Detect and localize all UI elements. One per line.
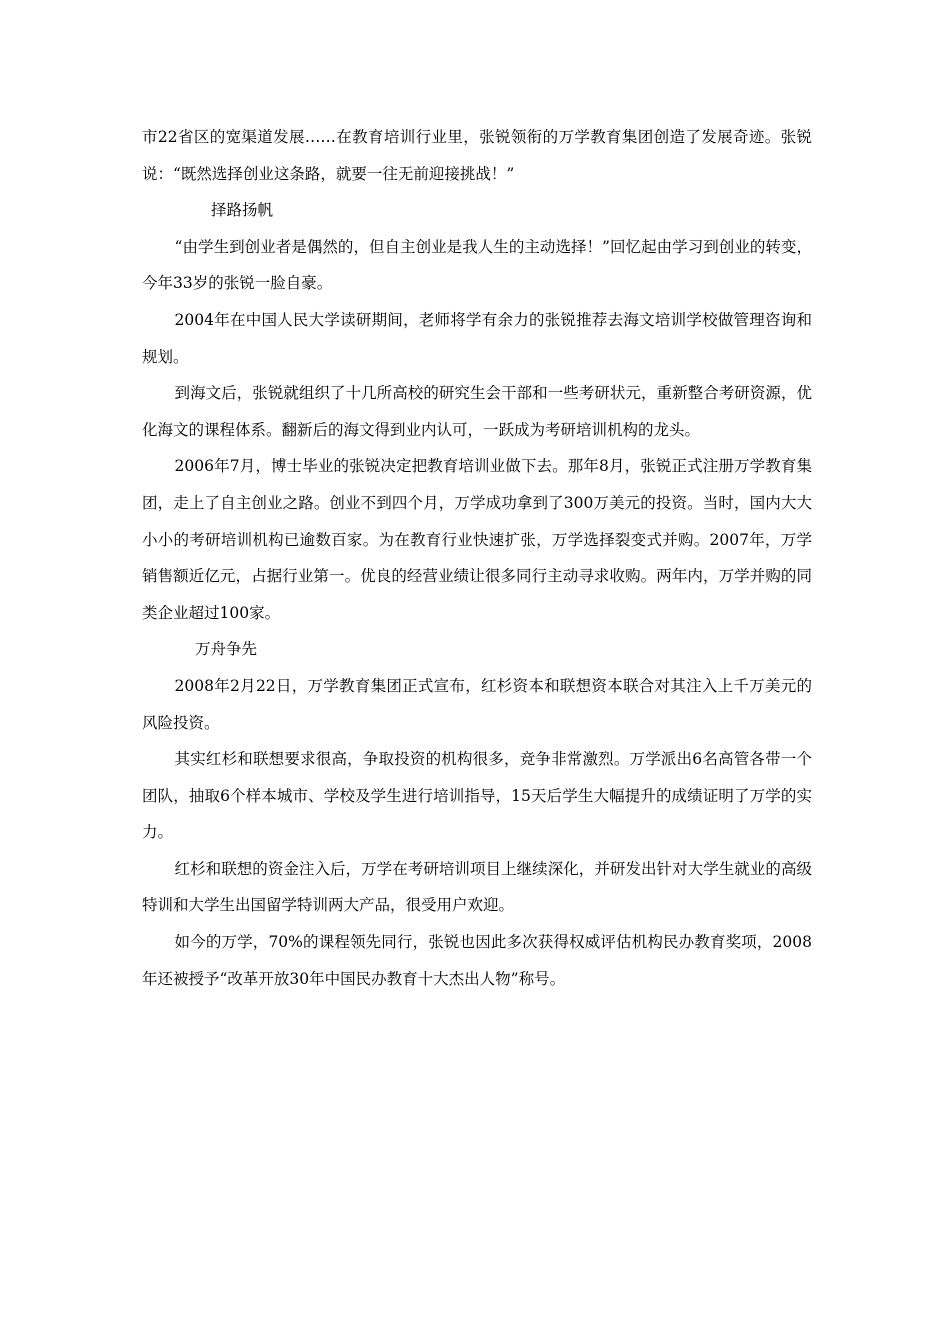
section-heading-wan-zhou-zheng-xian: 万舟争先 (195, 640, 258, 659)
section-heading-ze-lu-yang-fan: 择路扬帆 (211, 201, 274, 220)
paragraph-intro: 市22省区的宽渠道发展……在教育培训行业里，张锐领衔的万学教育集团创造了发展奇迹。张锐说：“既然选择创业这条路，就要一往无前迎接挑战！” (142, 128, 812, 183)
paragraph: 其实红杉和联想要求很高，争取投资的机构很多，竞争非常激烈。万学派出6名高管各带一个团队，抽取6个样本城市、学校及学生进行培训指导，15天后学生大幅提升的成绩证明了万学的实力。 (142, 750, 812, 842)
paragraph: 如今的万学，70%的课程领先同行，张锐也因此多次获得权威评估机构民办教育奖项，2008年还被授予“改革开放30年中国民办教育十大杰出人物”称号。 (142, 933, 812, 988)
paragraph: 2004年在中国人民大学读研期间，老师将学有余力的张锐推荐去海文培训学校做管理咨询和规划。 (142, 310, 812, 366)
paragraph: 到海文后，张锐就组织了十几所高校的研究生会干部和一些考研状元，重新整合考研资源，优化海文的课程体系。翻新后的海文得到业内认可，一跃成为考研培训机构的龙头。 (142, 384, 812, 439)
article-body (142, 119, 812, 997)
paragraph: 2008年2月22日，万学教育集团正式宣布，红杉资本和联想资本联合对其注入上千万美元的风险投资。 (142, 676, 812, 732)
paragraph: 2006年7月，博士毕业的张锐决定把教育培训业做下去。那年8月，张锐正式注册万学教育集团，走上了自主创业之路。创业不到四个月，万学成功拿到了300万美元的投资。当时，国内大大小小的考研培训机构已逾数百家。为在教育行业快速扩张，万学选择裂变式并购。2007年，万学销售额近亿元，占据行业第一。优良的经营业绩让很多同行主动寻求收购。两年内，万学并购的同类企业超过100家。 (142, 457, 812, 622)
paragraph: “由学生到创业者是偶然的，但自主创业是我人生的主动选择！”回忆起由学习到创业的转变，今年33岁的张锐一脸自豪。 (142, 237, 812, 293)
paragraph: 红杉和联想的资金注入后，万学在考研培训项目上继续深化，并研发出针对大学生就业的高级特训和大学生出国留学特训两大产品，很受用户欢迎。 (142, 859, 812, 915)
